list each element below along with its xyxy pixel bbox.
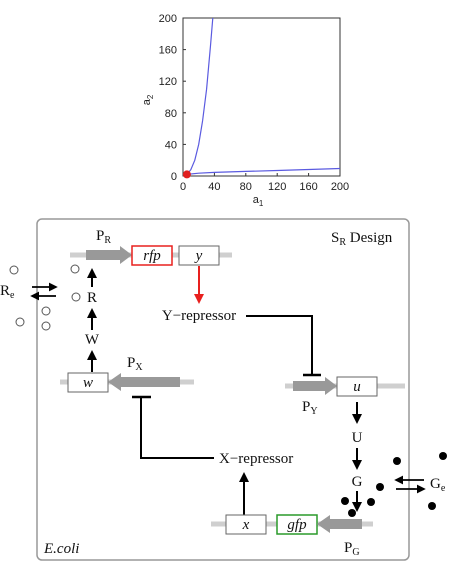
y-tick-label: 160 bbox=[158, 44, 177, 57]
promoter-px-label: $P_X$ bbox=[127, 355, 143, 373]
x-tick-label: 160 bbox=[299, 181, 318, 193]
operon-g bbox=[211, 515, 373, 558]
operon-y bbox=[285, 377, 405, 417]
y-repressor-label: Y−repressor bbox=[161, 308, 237, 324]
x-repression-line bbox=[141, 397, 214, 458]
circuit-diagram bbox=[0, 219, 447, 560]
y-axis-label: $a_2$ bbox=[141, 94, 155, 106]
x-axis-label: $a_1$ bbox=[252, 194, 264, 208]
gene-u-label: u bbox=[353, 379, 361, 395]
y-repression-line bbox=[246, 316, 312, 374]
external-re-label: $R_e$ bbox=[0, 283, 15, 301]
promoter-pg-label: $P_G$ bbox=[344, 540, 360, 558]
x-tick-label: 80 bbox=[239, 181, 252, 193]
y-tick-label: 40 bbox=[164, 139, 177, 152]
gene-gfp-label: gfp bbox=[287, 517, 307, 533]
design-label: $S_R$ Design bbox=[331, 230, 393, 248]
y-tick-label: 120 bbox=[158, 76, 177, 89]
promoter-py-arrow bbox=[293, 377, 337, 395]
x-repressor-label: X−repressor bbox=[219, 451, 294, 467]
x-tick-label: 0 bbox=[179, 181, 187, 193]
nullcline-line-1 bbox=[187, 18, 213, 174]
gene-y-label: y bbox=[195, 248, 203, 264]
operon-x bbox=[60, 355, 194, 392]
external-ge-label: $G_e$ bbox=[430, 476, 446, 494]
organism-label: E.coli bbox=[44, 541, 80, 557]
y-tick-labels bbox=[159, 13, 186, 183]
plot-axes-frame bbox=[183, 18, 340, 176]
species-u-label: U bbox=[351, 430, 363, 446]
re-molecules bbox=[10, 265, 80, 330]
species-r-label: R bbox=[86, 290, 98, 306]
fixed-point-marker bbox=[183, 170, 191, 178]
species-g-label: G bbox=[351, 474, 363, 490]
x-tick-label: 120 bbox=[268, 181, 287, 193]
parameter-plot bbox=[141, 13, 349, 208]
x-tick-label: 200 bbox=[330, 181, 350, 193]
x-tick-label: 40 bbox=[208, 181, 221, 193]
operon-r bbox=[70, 228, 232, 265]
nullcline-line-2 bbox=[187, 169, 340, 175]
y-tick-label: 0 bbox=[170, 171, 177, 183]
promoter-px-arrow bbox=[108, 373, 180, 391]
promoter-py-label: $P_Y$ bbox=[302, 399, 318, 417]
promoter-pr-arrow bbox=[86, 246, 132, 264]
promoter-pg-arrow bbox=[317, 515, 362, 533]
y-tick-label: 80 bbox=[164, 107, 177, 120]
gene-w-label: w bbox=[82, 375, 94, 391]
gene-x-label: x bbox=[242, 517, 250, 533]
species-w-label: W bbox=[84, 332, 100, 348]
promoter-pr-label: $P_R$ bbox=[96, 228, 112, 246]
y-tick-label: 200 bbox=[158, 13, 177, 25]
gene-rfp-label: rfp bbox=[143, 248, 161, 264]
